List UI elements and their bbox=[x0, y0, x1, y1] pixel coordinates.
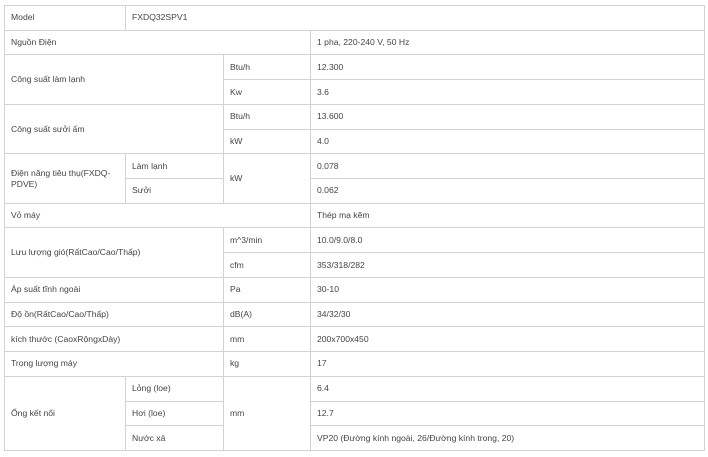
table-row-piping-1 bbox=[5, 376, 705, 401]
weight-value: 17 bbox=[311, 352, 705, 377]
noise-label: Độ ồn(RấtCao/Cao/Thấp) bbox=[5, 302, 224, 327]
table-row-noise bbox=[5, 302, 705, 327]
airflow-value-cfm: 353/318/282 bbox=[311, 253, 705, 278]
cooling-value-btu: 12.300 bbox=[311, 55, 705, 80]
consumption-unit: kW bbox=[224, 154, 311, 203]
esp-unit: Pa bbox=[224, 277, 311, 302]
piping-sub-drain: Nước xả bbox=[126, 426, 224, 451]
casing-value: Thép mạ kẽm bbox=[311, 203, 705, 228]
airflow-unit-m3min: m^3/min bbox=[224, 228, 311, 253]
weight-unit: kg bbox=[224, 352, 311, 377]
casing-label: Vỏ máy bbox=[5, 203, 311, 228]
piping-unit: mm bbox=[224, 376, 311, 450]
heating-label: Công suất sưởi ấm bbox=[5, 104, 224, 153]
dimension-unit: mm bbox=[224, 327, 311, 352]
model-label: Model bbox=[5, 6, 126, 31]
cooling-unit-btu: Btu/h bbox=[224, 55, 311, 80]
airflow-value-m3min: 10.0/9.0/8.0 bbox=[311, 228, 705, 253]
consumption-value-cooling: 0.078 bbox=[311, 154, 705, 179]
piping-value-liquid: 6.4 bbox=[311, 376, 705, 401]
table-row-weight bbox=[5, 352, 705, 377]
heating-unit-kw: kW bbox=[224, 129, 311, 154]
table-row-casing bbox=[5, 203, 705, 228]
piping-value-drain: VP20 (Đường kính ngoài, 26/Đường kính trong, 20) bbox=[311, 426, 705, 451]
spec-table bbox=[4, 5, 705, 451]
consumption-value-heating: 0.062 bbox=[311, 179, 705, 204]
piping-value-gas: 12.7 bbox=[311, 401, 705, 426]
table-row-cooling-1 bbox=[5, 55, 705, 80]
esp-label: Áp suất tĩnh ngoài bbox=[5, 277, 224, 302]
table-row-heating-1 bbox=[5, 104, 705, 129]
model-value: FXDQ32SPV1 bbox=[126, 6, 705, 31]
dimension-label: kích thước (CaoxRộngxDày) bbox=[5, 327, 224, 352]
table-row-model bbox=[5, 6, 705, 31]
power-value: 1 pha, 220-240 V, 50 Hz bbox=[311, 30, 705, 55]
cooling-label: Công suất làm lạnh bbox=[5, 55, 224, 104]
table-row-esp bbox=[5, 277, 705, 302]
table-row-airflow-1 bbox=[5, 228, 705, 253]
cooling-value-kw: 3.6 bbox=[311, 80, 705, 105]
table-row-power bbox=[5, 30, 705, 55]
piping-sub-liquid: Lỏng (loe) bbox=[126, 376, 224, 401]
heating-value-kw: 4.0 bbox=[311, 129, 705, 154]
consumption-sub-cooling: Làm lạnh bbox=[126, 154, 224, 179]
power-label: Nguồn Điện bbox=[5, 30, 311, 55]
cooling-unit-kw: Kw bbox=[224, 80, 311, 105]
heating-unit-btu: Btu/h bbox=[224, 104, 311, 129]
piping-sub-gas: Hơi (loe) bbox=[126, 401, 224, 426]
airflow-unit-cfm: cfm bbox=[224, 253, 311, 278]
noise-value: 34/32/30 bbox=[311, 302, 705, 327]
noise-unit: dB(A) bbox=[224, 302, 311, 327]
table-row-dimension bbox=[5, 327, 705, 352]
table-row-consumption-1 bbox=[5, 154, 705, 179]
consumption-label: Điện năng tiêu thụ(FXDQ-PDVE) bbox=[5, 154, 126, 203]
piping-label: Ống kết nối bbox=[5, 376, 126, 450]
dimension-value: 200x700x450 bbox=[311, 327, 705, 352]
airflow-label: Lưu lượng gió(RấtCao/Cao/Thấp) bbox=[5, 228, 224, 277]
heating-value-btu: 13.600 bbox=[311, 104, 705, 129]
consumption-sub-heating: Sưởi bbox=[126, 179, 224, 204]
esp-value: 30-10 bbox=[311, 277, 705, 302]
weight-label: Trọng lượng máy bbox=[5, 352, 224, 377]
